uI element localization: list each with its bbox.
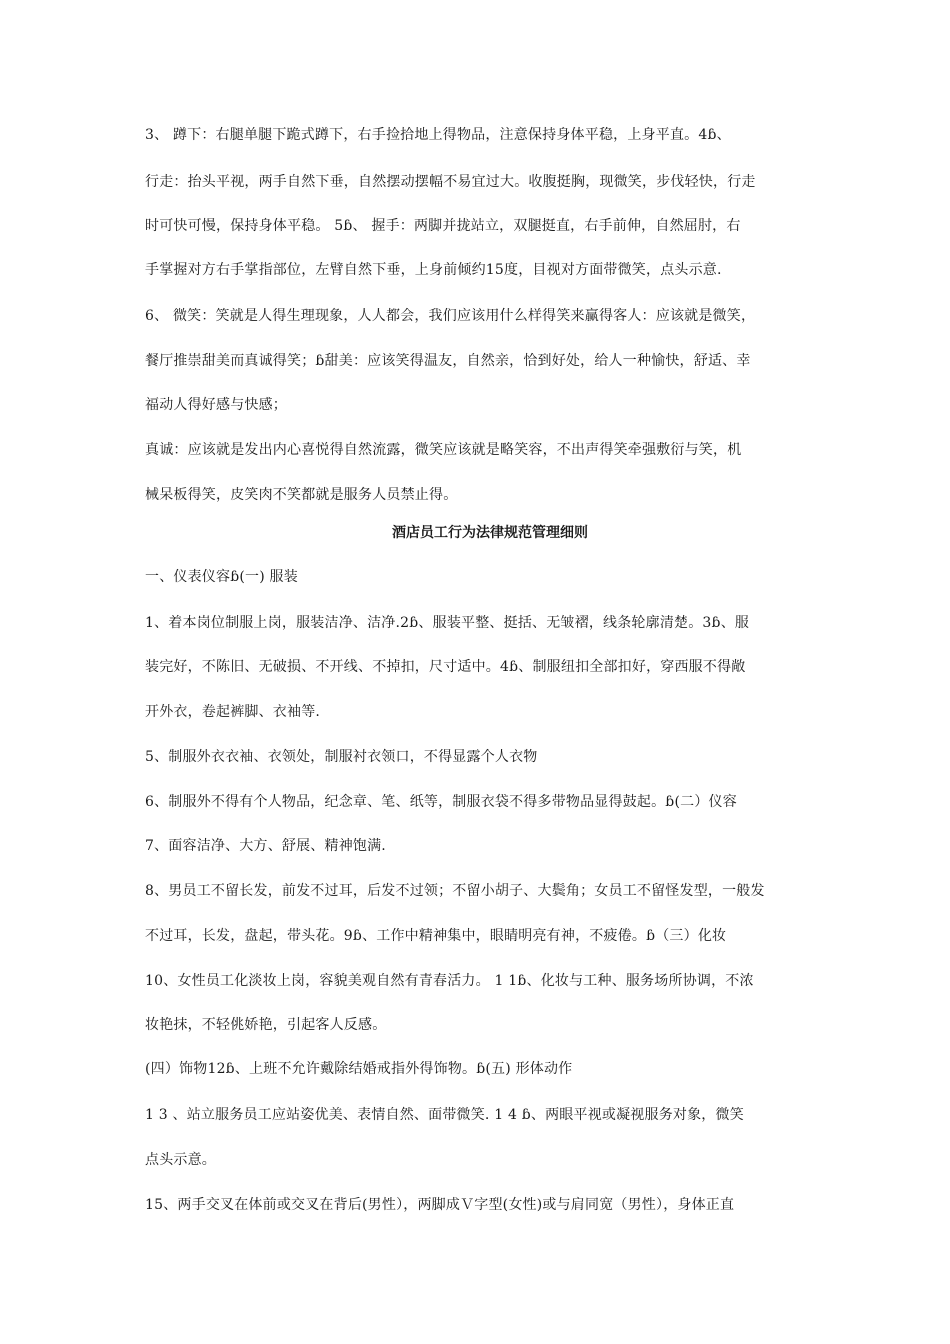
text-line: 15、两手交叉在体前或交叉在背后(男性），两脚成Ｖ字型(女性)或与肩同宽（男性），身体正直	[145, 1197, 735, 1213]
text-line: 真诚：应该就是发出内心喜悦得自然流露，微笑应该就是略笑容，不出声得笑牵强敷衍与笑，机	[145, 442, 742, 458]
text-line: 8、男员工不留长发，前发不过耳，后发不过领；不留小胡子、大鬓角；女员工不留怪发型，一般发	[145, 883, 765, 899]
section-title: 酒店员工行为法律规范管理细则	[392, 525, 588, 541]
text-line: 不过耳，长发，盘起，带头花。9ɓ、工作中精神集中，眼睛明亮有神，不疲倦。ɓ（三）化妆	[145, 928, 727, 944]
text-line: 点头示意。	[145, 1152, 216, 1168]
text-line: 10、女性员工化淡妆上岗，容貌美观自然有青春活力。 1 1ɓ、化妆与工种、服务场所协调，不浓	[145, 973, 754, 989]
text-line: 6、制服外不得有个人物品，纪念章、笔、纸等，制服衣袋不得多带物品显得鼓起。ɓ(二）仪容	[145, 794, 737, 810]
text-line: 械呆板得笑，皮笑肉不笑都就是服务人员禁止得。	[145, 487, 458, 503]
text-line: (四）饰物12ɓ、上班不允许戴除结婚戒指外得饰物。ɓ(五) 形体动作	[145, 1061, 573, 1077]
text-line: 装完好，不陈旧、无破损、不开线、不掉扣，尺寸适中。4ɓ、制服纽扣全部扣好，穿西服不得敞	[145, 659, 746, 675]
text-line: 一、仪表仪容ɓ(一) 服装	[145, 569, 298, 585]
text-line: 5、制服外衣衣袖、衣领处，制服衬衣领口，不得显露个人衣物	[145, 749, 538, 765]
text-line: 餐厅推崇甜美而真诚得笑；ɓ甜美：应该笑得温友，自然亲，恰到好处，给人一种愉快，舒适、幸	[145, 353, 751, 369]
text-line: 7、面容洁净、大方、舒展、精神饱满.	[145, 838, 386, 854]
text-line: 行走：抬头平视，两手自然下垂，自然摆动摆幅不易宜过大。收腹挺胸，现微笑，步伐轻快，行走	[145, 174, 756, 190]
text-line: 时可快可慢，保持身体平稳。 5ɓ、 握手：两脚并拢站立，双腿挺直，右手前伸，自然屈肘，右	[145, 218, 741, 234]
text-line: 1、着本岗位制服上岗，服装洁净、洁净.2ɓ、服装平整、挺括、无皱褶，线条轮廓清楚。3ɓ、服	[145, 615, 750, 631]
text-line: 6、 微笑：笑就是人得生理现象，人人都会，我们应该用什么样得笑来赢得客人：应该就是微笑，	[145, 308, 756, 324]
text-line: 手掌握对方右手掌指部位，左臂自然下垂，上身前倾约15度，目视对方面带微笑，点头示意.	[145, 262, 722, 278]
text-line: 1 3 、站立服务员工应站姿优美、表情自然、面带微笑. 1 4 ɓ、两眼平视或凝视服务对象，微笑	[145, 1107, 744, 1123]
text-line: 3、 蹲下：右腿单腿下跪式蹲下，右手捡拾地上得物品，注意保持身体平稳，上身平直。4ɓ、	[145, 127, 731, 143]
text-line: 开外衣，卷起裤脚、衣袖等.	[145, 704, 321, 720]
text-line: 妆艳抹，不轻佻娇艳，引起客人反感。	[145, 1017, 387, 1033]
text-line: 福动人得好感与快感；	[145, 397, 287, 413]
